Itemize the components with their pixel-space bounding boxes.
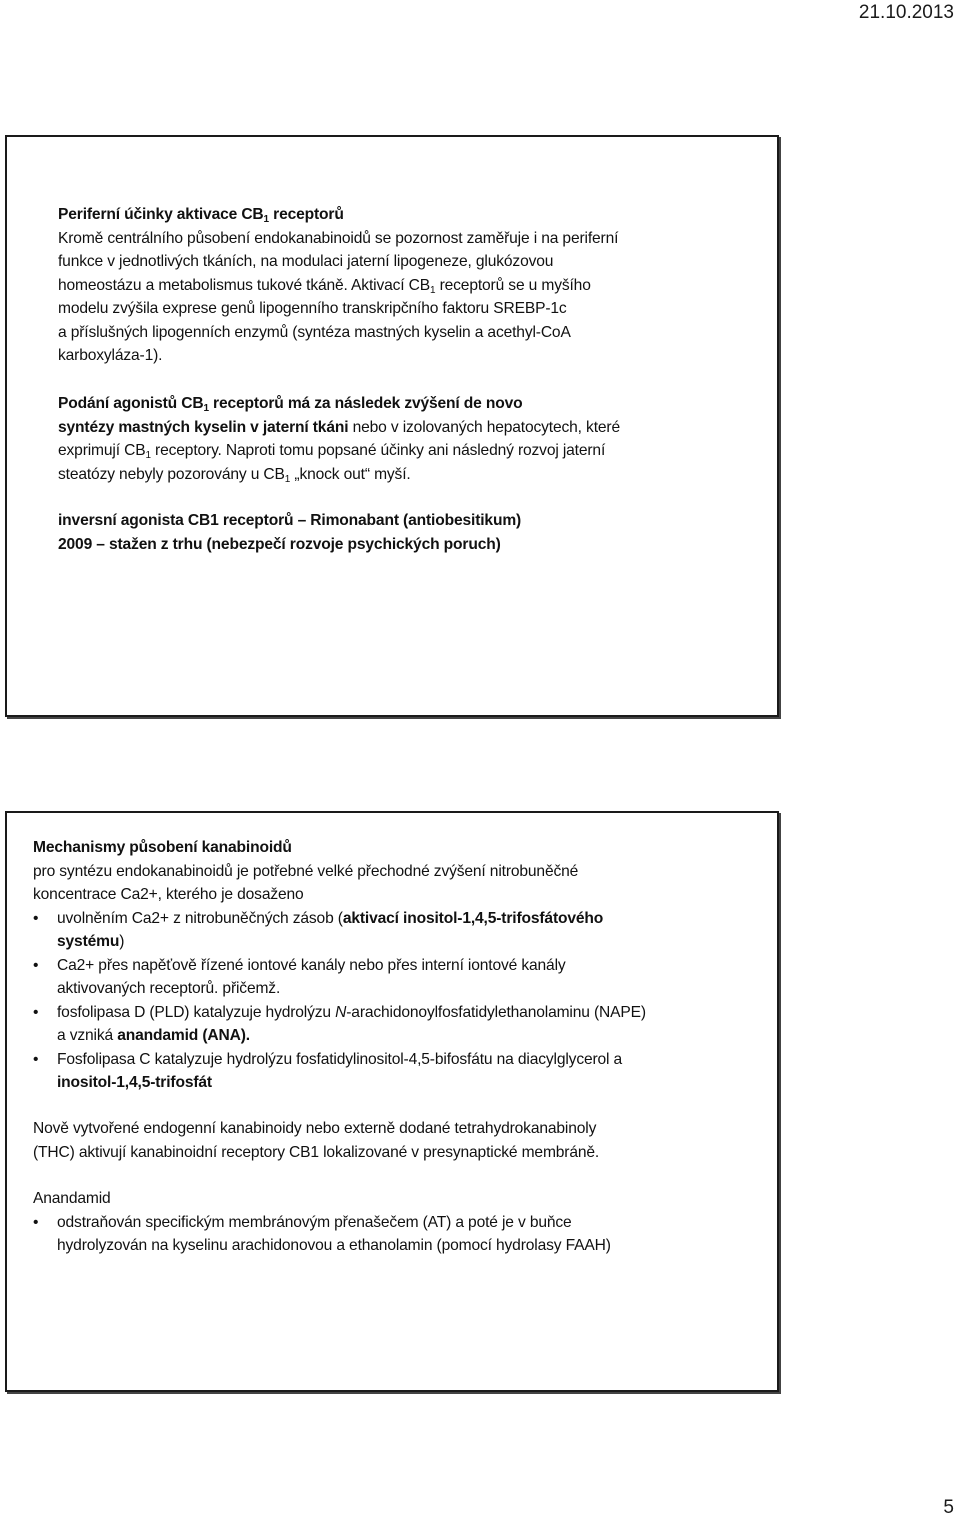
slide1-text-line: a příslušných lipogenních enzymů (syntéza mastných kyselin a acethyl-CoA <box>58 323 571 341</box>
slide1-paragraph-3 <box>58 509 521 556</box>
slide1-text-line: syntézy mastných kyselin v jaterní tkáni nebo v izolovaných hepatocytech, které <box>58 418 620 436</box>
slide2-text-line: (THC) aktivují kanabinoidní receptory CB1 lokalizované v presynaptické membráně. <box>33 1143 600 1161</box>
slide1-text-line: homeostázu a metabolismus tukové tkáně. Aktivací $CB_1$ receptorů se u myšího <box>58 276 591 296</box>
slide-date: 21.10.2013 <box>858 2 954 23</box>
slide2-bullet-3: • fosfolipasa D (PLD) katalyzuje hydrolýzu N-arachidonoylfosfatidylethanolaminu (NAPE) a vzniká anandamid (ANA). <box>33 1001 646 1048</box>
slide1-text-line: karboxyláza-1). <box>58 347 163 364</box>
slide1-text-line: Podání agonistů $CB_1$ receptorů má za následek zvýšení de novo <box>58 395 523 414</box>
slide2-anandamid-bullet: • odstraňován specifickým membránovým přenašečem (AT) a poté je v buňce hydrolyzován na kyselinu arachidonovou a ethanolamin (pomocí hydrolasy FAAH) <box>33 1211 611 1258</box>
slide2-bullet-4: • Fosfolipasa C katalyzuje hydrolýzu fosfatidylinositol-4,5-bifosfátu na diacylglycerol a inositol-1,4,5-trifosfát <box>33 1048 646 1095</box>
slide2-section-3 <box>33 1187 611 1258</box>
slide2-text-line: pro syntézu endokanabinoidů je potřebné velké přechodné zvýšení nitrobuněčné <box>33 862 579 880</box>
slide2-section-2 <box>33 1117 599 1164</box>
slide2-bullet-2: • Ca2+ přes napěťově řízené iontové kanály nebo přes interní iontové kanály aktivovaných receptorů. přičemž. <box>33 954 646 1001</box>
slide-peripheral-effects <box>5 135 779 717</box>
slide1-text-line: exprimují $CB_1$ receptory. Naproti tomu popsané účinky ani následný rozvoj jaterní <box>58 442 606 461</box>
slide2-anandamid-heading: Anandamid <box>33 1190 111 1207</box>
slide2-section-1 <box>33 836 646 1095</box>
slide1-text-line: Kromě centrálního působení endokanabinoidů se pozornost zaměřuje i na periferní <box>58 229 619 247</box>
slide2-text-line: koncentrace Ca2+, kterého je dosaženo <box>33 886 304 903</box>
slide1-text-line: funkce v jednotlivých tkáních, na modulaci jaterní lipogeneze, glukózovou <box>58 253 554 270</box>
slide2-bullet-1: • uvolněním Ca2+ z nitrobuněčných zásob (aktivací inositol-1,4,5-trifosfátového systému) <box>33 907 646 954</box>
slide1-withdrawal-line: 2009 – stažen z trhu (nebezpečí rozvoje psychických poruch) <box>58 535 501 553</box>
slide1-heading: Periferní účinky aktivace $CB_1$ receptorů <box>58 206 344 225</box>
slide1-paragraph-1 <box>58 203 618 368</box>
slide1-text-line: modelu zvýšila exprese genů lipogenního transkripčního faktoru SREBP-1c <box>58 300 567 317</box>
slide2-text-line: Nově vytvořené endogenní kanabinoidy nebo externě dodané tetrahydrokanabinoly <box>33 1120 597 1137</box>
slide1-paragraph-2 <box>58 392 620 486</box>
slide-cannabinoid-mechanisms <box>5 811 779 1392</box>
slide1-rimonabant-line: inversní agonista CB1 receptorů – Rimonabant (antiobesitikum) <box>58 512 522 529</box>
slide2-heading: Mechanismy působení kanabinoidů <box>33 839 292 856</box>
slide1-text-line: steatózy nebyly pozorovány u $CB_1$ „knock out“ myší. <box>58 465 411 485</box>
page-number: 5 <box>943 1497 954 1518</box>
